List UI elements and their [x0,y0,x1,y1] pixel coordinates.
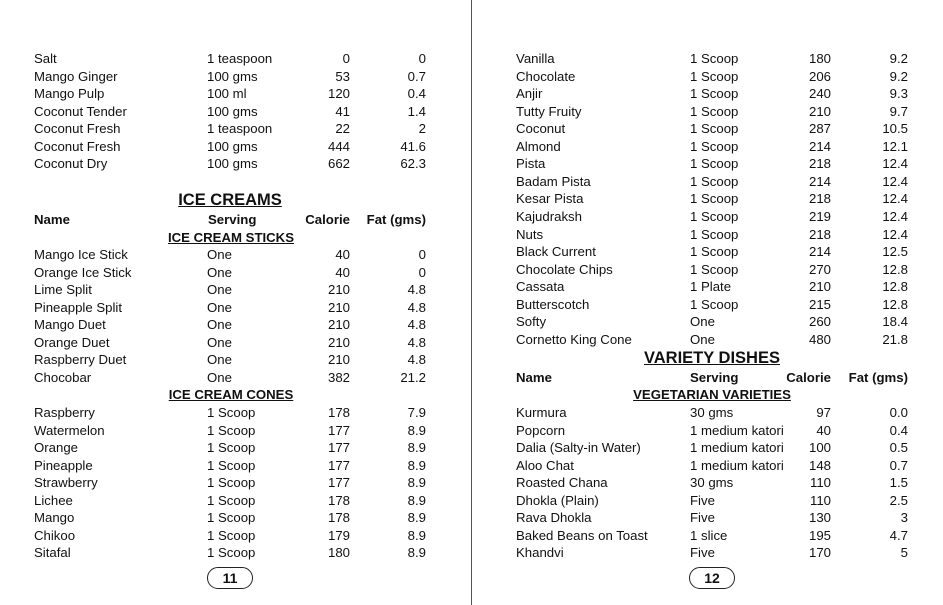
fat: 3 [900,510,908,526]
fat: 8.9 [407,510,426,526]
serving: 1 Scoop [690,173,739,189]
header-fat: Fat (gms) [366,212,426,227]
serving: 1 teaspoon [207,121,273,137]
calorie: 148 [808,457,831,473]
fat: 0.4 [889,422,908,438]
subsection-title: ICE CREAM STICKS [167,230,295,245]
item-name: Orange Duet [34,334,110,350]
fat: 1.4 [407,103,426,119]
calorie: 270 [808,261,831,277]
calorie: 177 [327,457,350,473]
section-title: VARIETY DISHES [643,349,780,367]
fat: 18.4 [882,314,908,330]
calorie: 382 [327,369,350,385]
item-name: Nuts [516,226,544,242]
serving: 1 Scoop [207,545,256,561]
item-name: Rava Dhokla [516,510,592,526]
serving: Five [690,510,715,526]
calorie: 180 [327,545,350,561]
serving: 1 Scoop [690,156,739,172]
fat: 8.9 [407,475,426,491]
fat: 1.5 [889,475,908,491]
calorie: 195 [808,527,831,543]
serving: 100 gms [207,68,258,84]
item-name: Coconut Fresh [34,121,121,137]
item-name: Dalia (Salty-in Water) [516,440,641,456]
subsection-title: VEGETARIAN VARIETIES [633,387,791,402]
item-name: Mango Ice Stick [34,247,128,262]
calorie: 178 [327,510,350,526]
serving: One [207,369,232,385]
calorie: 214 [808,138,831,154]
calorie: 260 [808,314,831,330]
calorie: 178 [327,492,350,508]
fat: 12.5 [882,244,908,260]
serving: 1 Scoop [207,422,256,438]
header-serving: Serving [208,212,257,227]
serving: 100 gms [207,103,258,119]
fat: 0 [418,247,426,262]
fat: 2.5 [889,492,908,508]
item-name: Pineapple [34,457,93,473]
serving: 1 Scoop [207,510,256,526]
serving: 1 Scoop [690,121,739,137]
fat: 0.0 [889,405,908,420]
fat: 4.8 [407,317,426,333]
serving: 1 Plate [690,279,732,295]
serving: One [207,247,232,262]
fat: 8.9 [407,545,426,561]
calorie: 214 [808,244,831,260]
serving: 1 Scoop [690,261,739,277]
item-name: Chocolate [516,68,576,84]
calorie: 40 [335,247,350,262]
calorie: 177 [327,422,350,438]
header-item-name: Name [516,370,552,385]
calorie: 218 [808,156,831,172]
left-page [0,0,470,605]
right-page [473,0,943,605]
calorie: 480 [808,331,831,347]
fat: 9.3 [889,86,908,102]
calorie: 53 [335,68,350,84]
calorie: 22 [335,121,350,137]
calorie: 177 [327,440,350,456]
fat: 62.3 [400,156,426,172]
serving: 1 slice [690,527,728,543]
item-name: Baked Beans on Toast [516,527,648,543]
subsection-title: ICE CREAM CONES [168,387,294,402]
fat: 2 [418,121,426,137]
calorie: 0 [342,51,350,66]
calorie: 210 [327,299,350,315]
fat: 8.9 [407,492,426,508]
fat: 0.5 [889,440,908,456]
calorie: 210 [327,334,350,350]
item-name: Raspberry [34,405,95,420]
calorie: 120 [327,86,350,102]
fat: 8.9 [407,422,426,438]
item-name: Mango Pulp [34,86,105,102]
calorie: 210 [327,282,350,298]
serving: 1 Scoop [207,475,256,491]
serving: 100 gms [207,156,258,172]
item-name: Almond [516,138,561,154]
item-name: Strawberry [34,475,98,491]
serving: Five [690,492,715,508]
calorie: 40 [335,264,350,280]
header-fat: Fat (gms) [848,370,908,385]
section-title: ICE CREAMS [178,191,282,209]
calorie: 41 [335,103,350,119]
fat: 8.9 [407,440,426,456]
calorie: 100 [808,440,831,456]
item-name: Chikoo [34,527,76,543]
header-calorie: Calorie [305,212,350,227]
calorie: 219 [808,208,831,224]
item-name: Sitafal [34,545,71,561]
item-name: Coconut [516,121,566,137]
calorie: 206 [808,68,831,84]
fat: 7.9 [407,405,426,420]
serving: 1 Scoop [207,440,256,456]
fat: 0.7 [407,68,426,84]
serving: 30 gms [690,475,734,491]
serving: 1 medium katori [690,457,784,473]
item-name: Kurmura [516,405,567,420]
item-name: Chocolate Chips [516,261,613,277]
calorie: 218 [808,191,831,207]
fat: 0.4 [407,86,426,102]
calorie: 179 [327,527,350,543]
item-name: Coconut Tender [34,103,127,119]
serving: 1 teaspoon [207,51,273,66]
serving: 1 medium katori [690,440,784,456]
fat: 8.9 [407,527,426,543]
calorie: 110 [809,492,831,508]
serving: 1 Scoop [690,226,739,242]
item-name: Tutty Fruity [516,103,582,119]
fat: 10.5 [882,121,908,137]
fat: 12.8 [882,261,908,277]
fat: 4.8 [407,299,426,315]
item-name: Cassata [516,279,565,295]
item-name: Salt [34,51,57,66]
item-name: Coconut Dry [34,156,108,172]
calorie: 240 [808,86,831,102]
item-name: Orange [34,440,78,456]
fat: 12.8 [882,279,908,295]
calorie: 97 [816,405,831,420]
serving: 1 Scoop [690,86,739,102]
serving: 1 Scoop [690,68,739,84]
fat: 12.1 [882,138,908,154]
serving: 1 Scoop [207,492,256,508]
calorie: 662 [327,156,350,172]
calorie: 110 [809,475,831,491]
calorie: 178 [327,405,350,420]
item-name: Badam Pista [516,173,591,189]
serving: One [690,331,715,347]
item-name: Roasted Chana [516,475,608,491]
item-name: Lichee [34,492,73,508]
calorie: 214 [808,173,831,189]
item-name: Khandvi [516,545,564,561]
serving: 1 Scoop [207,405,256,420]
calorie: 210 [327,352,350,368]
serving: 1 Scoop [207,457,256,473]
serving: 1 Scoop [690,208,739,224]
serving: 1 Scoop [690,138,739,154]
serving: One [690,314,715,330]
item-name: Vanilla [516,51,555,66]
fat: 8.9 [407,457,426,473]
serving: One [207,264,232,280]
calorie: 40 [816,422,831,438]
calorie: 444 [327,138,350,154]
fat: 0 [418,264,426,280]
serving: 1 Scoop [690,244,739,260]
item-name: Dhokla (Plain) [516,492,599,508]
serving: One [207,352,232,368]
item-name: Watermelon [34,422,105,438]
serving: 30 gms [690,405,734,420]
serving: One [207,317,232,333]
calorie: 170 [808,545,831,561]
serving: 1 Scoop [690,103,739,119]
header-calorie: Calorie [786,370,831,385]
item-name: Softy [516,314,547,330]
serving: 100 ml [207,86,247,102]
item-name: Popcorn [516,422,566,438]
item-name: Lime Split [34,282,92,298]
calorie: 180 [808,51,831,66]
calorie: 177 [327,475,350,491]
calorie: 287 [808,121,831,137]
fat: 12.4 [882,156,908,172]
serving: One [207,299,232,315]
fat: 12.4 [882,173,908,189]
header-serving: Serving [690,370,739,385]
item-name: Anjir [516,86,543,102]
item-name: Raspberry Duet [34,352,127,368]
fat: 4.8 [407,352,426,368]
serving: 1 Scoop [690,191,739,207]
fat: 5 [900,545,908,561]
item-name: Pista [516,156,546,172]
page-number: 11 [207,567,253,589]
fat: 12.4 [882,191,908,207]
item-name: Black Current [516,244,596,260]
item-name: Mango Ginger [34,68,118,84]
page-divider [471,0,472,605]
calorie: 210 [327,317,350,333]
serving: One [207,334,232,350]
item-name: Butterscotch [516,296,590,312]
calorie: 218 [808,226,831,242]
fat: 0 [418,51,426,66]
fat: 9.7 [889,103,908,119]
item-name: Kajudraksh [516,208,582,224]
fat: 4.7 [889,527,908,543]
fat: 21.8 [882,331,908,347]
serving: 1 Scoop [207,527,256,543]
item-name: Mango [34,510,75,526]
serving: 1 Scoop [690,51,739,66]
fat: 41.6 [400,138,426,154]
fat: 12.4 [882,226,908,242]
fat: 0.7 [889,457,908,473]
fat: 4.8 [407,282,426,298]
serving: 100 gms [207,138,258,154]
item-name: Orange Ice Stick [34,264,132,280]
fat: 12.4 [882,208,908,224]
serving: One [207,282,232,298]
calorie: 210 [808,103,831,119]
item-name: Chocobar [34,369,92,385]
fat: 4.8 [407,334,426,350]
serving: 1 medium katori [690,422,784,438]
calorie: 215 [808,296,831,312]
fat: 9.2 [889,51,908,66]
item-name: Aloo Chat [516,457,574,473]
item-name: Kesar Pista [516,191,584,207]
serving: 1 Scoop [690,296,739,312]
item-name: Cornetto King Cone [516,331,632,347]
page-number: 12 [689,567,735,589]
calorie: 210 [808,279,831,295]
item-name: Mango Duet [34,317,106,333]
item-name: Pineapple Split [34,299,122,315]
fat: 21.2 [400,369,426,385]
fat: 12.8 [882,296,908,312]
serving: Five [690,545,715,561]
item-name: Coconut Fresh [34,138,121,154]
header-item-name: Name [34,212,70,227]
calorie: 130 [808,510,831,526]
fat: 9.2 [889,68,908,84]
